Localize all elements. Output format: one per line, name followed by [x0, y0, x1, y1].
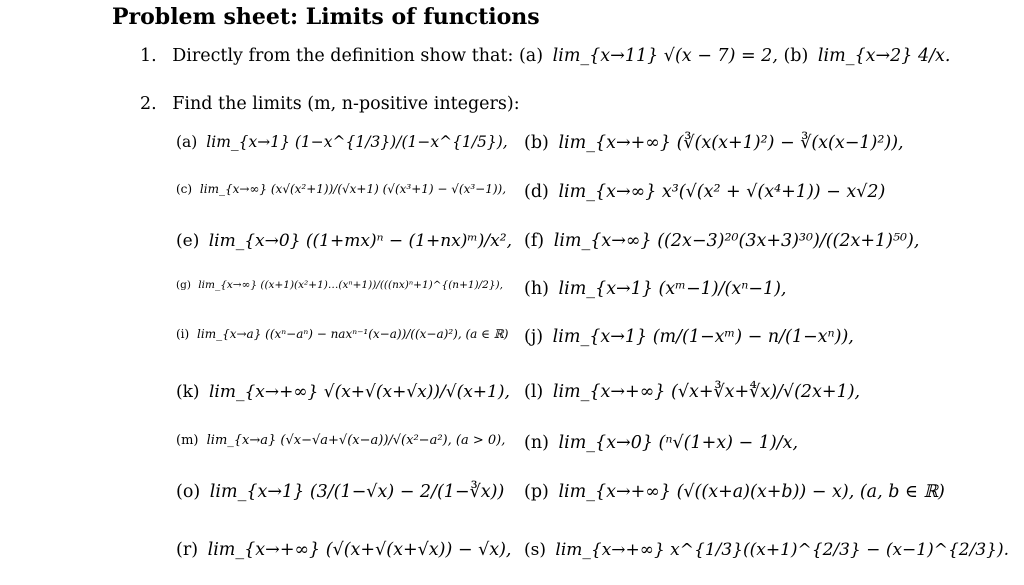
- item-label: (j): [524, 327, 544, 347]
- item-label: (s): [524, 540, 546, 560]
- item-label: (d): [524, 182, 549, 202]
- problem-item: [524, 279, 786, 299]
- item-label: (b): [524, 133, 549, 153]
- item-label: (o): [176, 482, 201, 502]
- math-expression: lim_{x→a} ((xⁿ−aⁿ) − naxⁿ⁻¹(x−a))/((x−a)²), (a ∈ ℝ): [197, 327, 509, 341]
- problem-item: [524, 133, 904, 153]
- item-label: (a): [176, 133, 198, 151]
- math-expression: lim_{x→1} (xᵐ−1)/(xⁿ−1),: [558, 279, 787, 299]
- problem-item: [176, 327, 508, 341]
- item-label: (p): [524, 482, 549, 502]
- problem-item: [176, 279, 503, 291]
- item-label: (c): [176, 182, 193, 196]
- math-expression: lim_{x→0} ((1+mx)ⁿ − (1+nx)ᵐ)/x²,: [208, 231, 512, 251]
- math-expression: lim_{x→1} (1−x^{1/3})/(1−x^{1/5}),: [206, 133, 508, 151]
- item-label: (r): [176, 540, 199, 560]
- item-label: (l): [524, 382, 544, 402]
- item-label: (n): [524, 433, 549, 453]
- problem-item: [176, 133, 508, 151]
- problem-number: 1.: [140, 46, 157, 66]
- math-expression: lim_{x→11} √(x − 7) = 2,: [552, 46, 778, 66]
- item-label: (g): [176, 279, 191, 291]
- problem-1: [140, 46, 950, 66]
- item-label: (i): [176, 327, 190, 341]
- problem-text: Directly from the definition show that:: [172, 46, 514, 66]
- problem-2: [140, 94, 520, 114]
- problem-number: 2.: [140, 94, 157, 114]
- item-label: (e): [176, 231, 200, 251]
- math-expression: lim_{x→+∞} (∛(x(x+1)²) − ∛(x(x−1)²)),: [558, 133, 904, 153]
- item-label: (m): [176, 433, 199, 448]
- math-expression: lim_{x→a} (√x−√a+√(x−a))/√(x²−a²), (a > 0),: [206, 433, 506, 448]
- problem-item: [176, 482, 504, 502]
- page-title: Problem sheet: Limits of functions: [112, 4, 540, 30]
- problem-item: [524, 231, 919, 251]
- math-expression: lim_{x→1} (m/(1−xᵐ) − n/(1−xⁿ)),: [552, 327, 854, 347]
- math-expression: lim_{x→+∞} √(x+√(x+√x))/√(x+1),: [208, 382, 510, 402]
- problem-item: [524, 327, 854, 347]
- problem-item: [176, 540, 511, 560]
- problem-item: [524, 382, 860, 402]
- problem-item: [524, 482, 945, 502]
- math-expression: lim_{x→0} (ⁿ√(1+x) − 1)/x,: [558, 433, 799, 453]
- problem-text: Find the limits (m, n-positive integers):: [172, 94, 520, 114]
- item-label: (k): [176, 382, 200, 402]
- item-label: (h): [524, 279, 549, 299]
- part-label: (b): [783, 46, 809, 66]
- math-expression: lim_{x→2} 4/x.: [817, 46, 951, 66]
- problem-item: [524, 433, 798, 453]
- problem-item: [524, 182, 885, 202]
- math-expression: lim_{x→∞} ((x+1)(x²+1)…(xⁿ+1))/(((nx)ⁿ+1)^{(n+1)/2}),: [198, 279, 503, 291]
- part-label: (a): [518, 46, 544, 66]
- math-expression: lim_{x→∞} (x√(x²+1))/(√x+1) (√(x³+1) − √(x³−1)),: [199, 182, 507, 196]
- problem-item: [176, 231, 512, 251]
- problem-item: [176, 182, 506, 196]
- item-label: (f): [524, 231, 545, 251]
- math-expression: lim_{x→∞} x³(√(x² + √(x⁴+1)) − x√2): [558, 182, 886, 202]
- math-expression: lim_{x→∞} ((2x−3)²⁰(3x+3)³⁰)/((2x+1)⁵⁰),: [553, 231, 920, 251]
- math-expression: lim_{x→+∞} (√(x+√(x+√x)) − √x),: [207, 540, 512, 560]
- math-expression: lim_{x→+∞} (√((x+a)(x+b)) − x), (a, b ∈ ℝ): [558, 482, 945, 502]
- problem-item: [524, 540, 1009, 560]
- problem-item: [176, 433, 505, 448]
- problem-item: [176, 382, 510, 402]
- math-expression: lim_{x→+∞} x^{1/3}((x+1)^{2/3} − (x−1)^{2/3}).: [555, 540, 1010, 560]
- math-expression: lim_{x→1} (3/(1−√x) − 2/(1−∛x)): [209, 482, 505, 502]
- math-expression: lim_{x→+∞} (√x+∛x+∜x)/√(2x+1),: [552, 382, 861, 402]
